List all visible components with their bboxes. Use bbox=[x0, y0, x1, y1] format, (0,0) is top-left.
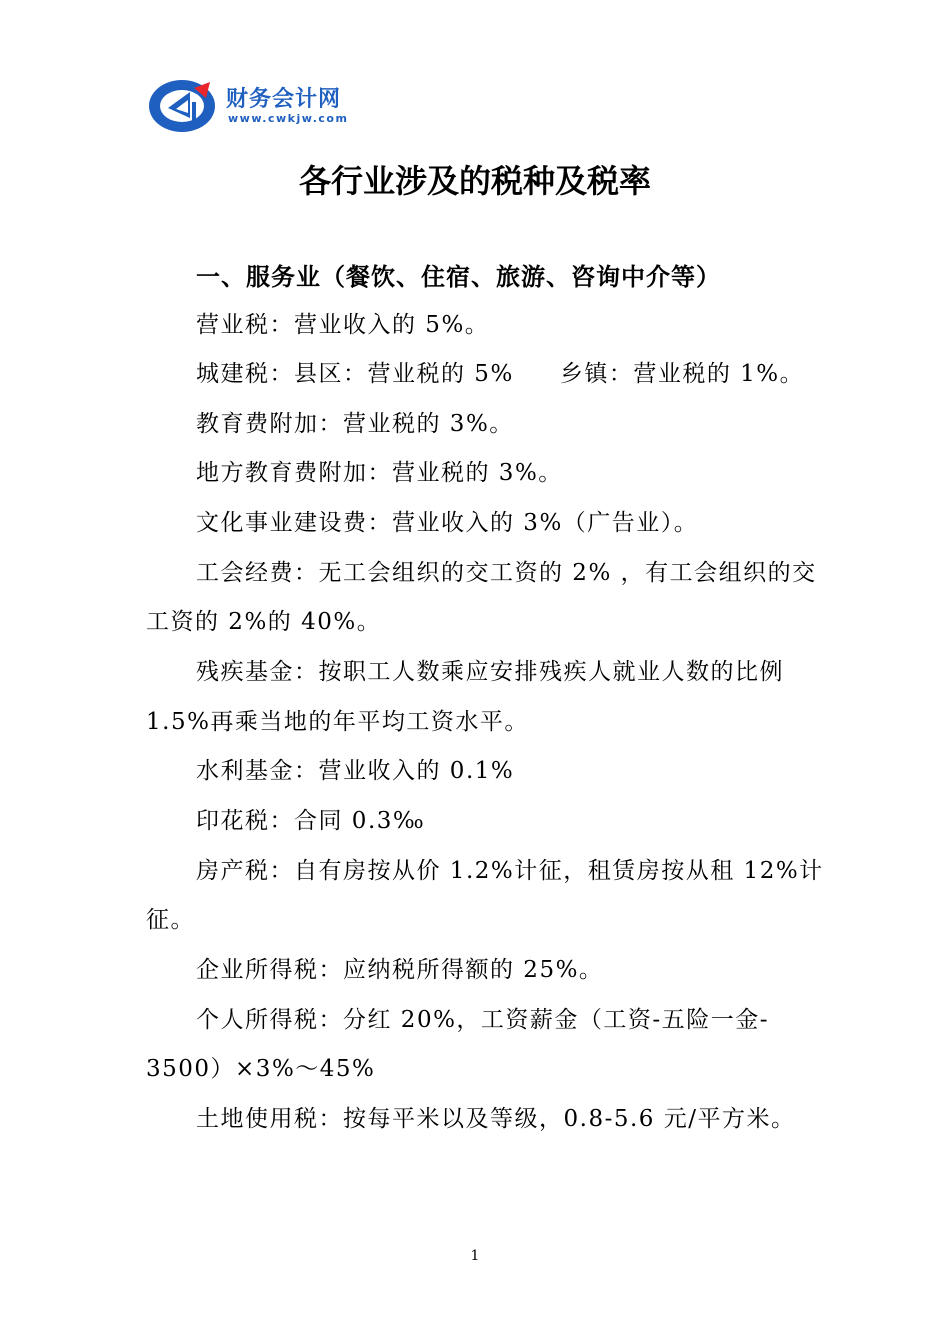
logo-name: 财务会计网 bbox=[226, 87, 342, 112]
line-segment: 乡镇：营业税的 1%。 bbox=[559, 361, 805, 387]
line-segment: 城建税：县区：营业税的 5% bbox=[196, 361, 514, 387]
paragraph-line: 征。 bbox=[146, 907, 195, 933]
paragraph-line: 房产税：自有房按从价 1.2%计征，租赁房按从租 12%计 bbox=[196, 858, 824, 884]
paragraph-line: 印花税：合同 0.3‰ bbox=[196, 808, 426, 834]
paragraph-line: 3500）×3%～45% bbox=[146, 1056, 376, 1082]
paragraph-line: 地方教育费附加：营业税的 3%。 bbox=[196, 460, 563, 486]
paragraph-line: 营业税：营业收入的 5%。 bbox=[196, 312, 490, 338]
paragraph-line: 土地使用税：按每平米以及等级，0.8-5.6 元/平方米。 bbox=[196, 1106, 796, 1132]
paragraph-line: 残疾基金：按职工人数乘应安排残疾人就业人数的比例 bbox=[196, 659, 784, 685]
paragraph-line: 工会经费：无工会组织的交工资的 2% ，有工会组织的交 bbox=[196, 560, 817, 586]
paragraph-line: 文化事业建设费：营业收入的 3%（广告业）。 bbox=[196, 510, 699, 536]
paragraph-line: 教育费附加：营业税的 3%。 bbox=[196, 411, 514, 437]
paragraph-line bbox=[196, 359, 804, 389]
paragraph-line: 水利基金：营业收入的 0.1% bbox=[196, 758, 515, 784]
page-number: 1 bbox=[470, 1248, 480, 1264]
section-heading: 一、服务业（餐饮、住宿、旅游、咨询中介等） bbox=[196, 263, 721, 291]
site-logo bbox=[148, 78, 378, 134]
logo-url: www.cwkjw.com bbox=[228, 112, 349, 125]
document-title: 各行业涉及的税种及税率 bbox=[298, 162, 651, 200]
paragraph-line: 企业所得税：应纳税所得额的 25%。 bbox=[196, 957, 604, 983]
paragraph-line: 工资的 2%的 40%。 bbox=[146, 609, 382, 635]
logo-mark-icon bbox=[148, 78, 218, 134]
paragraph-line: 1.5%再乘当地的年平均工资水平。 bbox=[146, 709, 529, 735]
paragraph-line: 个人所得税：分红 20%，工资薪金（工资-五险一金- bbox=[196, 1007, 769, 1033]
